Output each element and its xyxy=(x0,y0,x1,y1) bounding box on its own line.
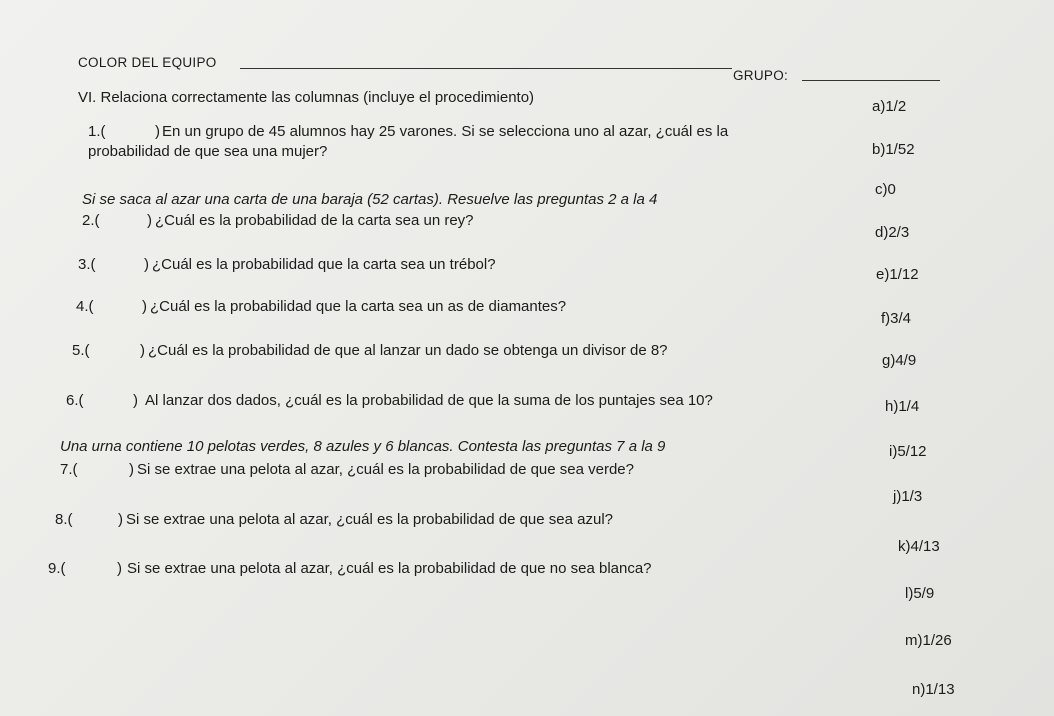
question-3-prefix: 3.( xyxy=(78,256,96,273)
option-l: l)5/9 xyxy=(905,585,935,602)
question-9-text: Si se extrae una pelota al azar, ¿cuál es la probabilidad de que no sea blanca? xyxy=(127,560,652,577)
question-5-text: ¿Cuál es la probabilidad de que al lanzar un dado se obtenga un divisor de 8? xyxy=(148,342,668,359)
option-b: b)1/52 xyxy=(872,141,915,158)
question-5-prefix: 5.( xyxy=(72,342,90,359)
option-j: j)1/3 xyxy=(893,488,923,505)
question-7-close: ) xyxy=(129,461,134,478)
question-6-close: ) xyxy=(133,392,138,409)
question-1-text: En un grupo de 45 alumnos hay 25 varones. Si se selecciona uno al azar, ¿cuál es la xyxy=(162,123,729,140)
question-4-close: ) xyxy=(142,298,147,315)
group-blank-line xyxy=(802,80,940,81)
cards-instruction: Si se saca al azar una carta de una baraja (52 cartas). Resuelve las preguntas 2 a la 4 xyxy=(82,191,658,208)
question-2-text: ¿Cuál es la probabilidad de la carta sea un rey? xyxy=(155,212,474,229)
question-2-prefix: 2.( xyxy=(82,212,100,229)
option-e: e)1/12 xyxy=(876,266,919,283)
group-label: GRUPO: xyxy=(733,68,789,83)
question-1-close: ) xyxy=(155,123,160,140)
option-c: c)0 xyxy=(875,181,896,198)
option-i: i)5/12 xyxy=(889,443,927,460)
question-3-text: ¿Cuál es la probabilidad que la carta sea un trébol? xyxy=(152,256,496,273)
urn-instruction: Una urna contiene 10 pelotas verdes, 8 azules y 6 blancas. Contesta las preguntas 7 a la 9 xyxy=(60,438,666,455)
option-a: a)1/2 xyxy=(872,98,907,115)
option-m: m)1/26 xyxy=(905,632,952,649)
question-6-prefix: 6.( xyxy=(66,392,84,409)
question-9-prefix: 9.( xyxy=(48,560,66,577)
option-f: f)3/4 xyxy=(881,310,912,327)
option-k: k)4/13 xyxy=(898,538,940,555)
question-6-text: Al lanzar dos dados, ¿cuál es la probabilidad de que la suma de los puntajes sea 10? xyxy=(145,392,713,409)
question-3-close: ) xyxy=(144,256,149,273)
question-2-close: ) xyxy=(147,212,152,229)
question-5-close: ) xyxy=(140,342,145,359)
question-7-prefix: 7.( xyxy=(60,461,78,478)
question-4-prefix: 4.( xyxy=(76,298,94,315)
option-d: d)2/3 xyxy=(875,224,910,241)
question-4-text: ¿Cuál es la probabilidad que la carta sea un as de diamantes? xyxy=(150,298,567,315)
team-color-blank-line xyxy=(240,68,732,69)
section-title: VI. Relaciona correctamente las columnas (incluye el procedimiento) xyxy=(78,89,535,106)
option-n: n)1/13 xyxy=(912,681,955,698)
question-9-close: ) xyxy=(117,560,122,577)
option-h: h)1/4 xyxy=(885,398,920,415)
question-7-text: Si se extrae una pelota al azar, ¿cuál es la probabilidad de que sea verde? xyxy=(137,461,634,478)
question-1-text-continued: probabilidad de que sea una mujer? xyxy=(88,143,328,160)
question-1-prefix: 1.( xyxy=(88,123,106,140)
option-g: g)4/9 xyxy=(882,352,917,369)
question-8-prefix: 8.( xyxy=(55,511,73,528)
question-8-text: Si se extrae una pelota al azar, ¿cuál es la probabilidad de que sea azul? xyxy=(126,511,613,528)
question-8-close: ) xyxy=(118,511,123,528)
team-color-label: COLOR DEL EQUIPO xyxy=(78,55,217,70)
